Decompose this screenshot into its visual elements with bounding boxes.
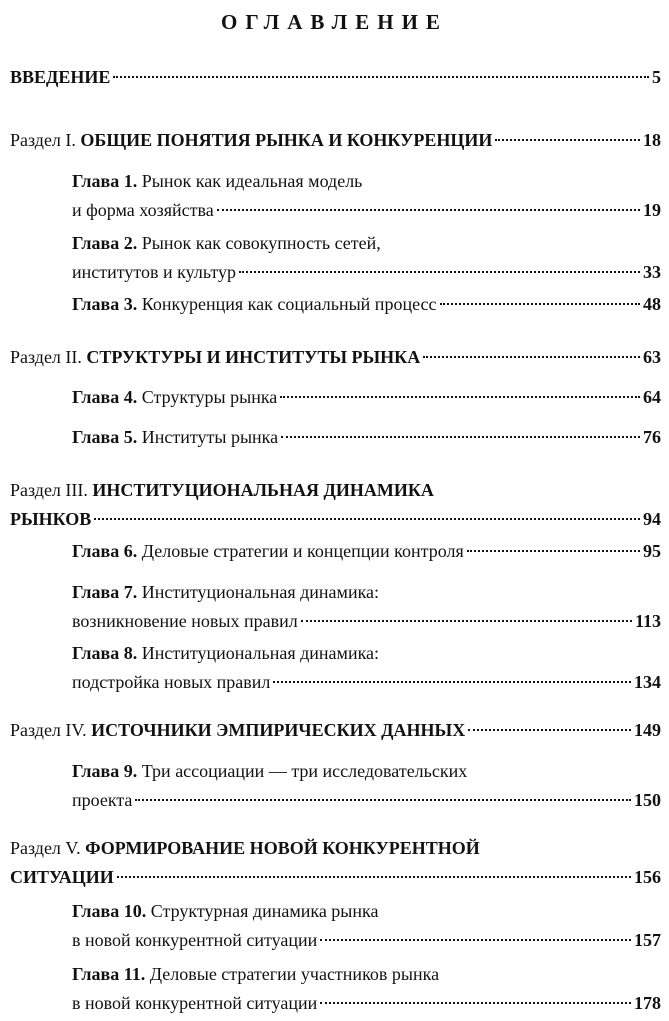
section-prefix: Раздел IV.	[10, 720, 87, 740]
page-number: 63	[643, 347, 661, 367]
dot-leader	[117, 876, 631, 878]
page-number: 76	[643, 427, 661, 447]
section-title: ИНСТИТУЦИОНАЛЬНАЯ ДИНАМИКА	[92, 480, 434, 500]
dot-leader	[468, 729, 631, 731]
dot-leader	[320, 1002, 631, 1004]
toc-chapter-9[interactable]	[72, 757, 661, 815]
page-number: 18	[643, 130, 661, 150]
toc-chapter-4[interactable]	[72, 383, 661, 412]
dot-leader	[113, 76, 649, 78]
page-number: 150	[634, 790, 661, 810]
toc-chapter-10[interactable]	[72, 897, 661, 955]
chapter-label: Глава 6.	[72, 541, 138, 561]
chapter-title-line1: Институциональная динамика:	[141, 582, 380, 602]
chapter-label: Глава 5.	[72, 427, 138, 447]
chapter-label: Глава 7.	[72, 582, 138, 602]
section-title-line2: РЫНКОВ	[10, 509, 92, 529]
page-number: 95	[643, 541, 661, 561]
chapter-label: Глава 1.	[72, 171, 138, 191]
section-title-line2: СИТУАЦИИ	[10, 867, 114, 887]
section-title: ИСТОЧНИКИ ЭМПИРИЧЕСКИХ ДАННЫХ	[91, 720, 466, 740]
dot-leader	[467, 550, 640, 552]
page-number: 48	[643, 294, 661, 314]
toc-chapter-3[interactable]	[72, 290, 661, 319]
dot-leader	[94, 518, 640, 520]
toc-entry-introduction[interactable]	[10, 63, 661, 92]
dot-leader	[217, 209, 640, 211]
dot-leader	[281, 436, 640, 438]
chapter-title-line1: Конкуренция как социальный процесс	[141, 294, 437, 314]
chapter-label: Глава 4.	[72, 387, 138, 407]
section-prefix: Раздел V.	[10, 838, 81, 858]
toc-section-1[interactable]	[10, 126, 661, 155]
chapter-title-line1: Три ассоциации — три исследовательских	[141, 761, 468, 781]
page-number: 156	[634, 867, 661, 887]
section-prefix: Раздел II.	[10, 347, 82, 367]
chapter-title-line1: Рынок как идеальная модель	[141, 171, 363, 191]
toc-section-5[interactable]	[10, 834, 661, 892]
toc-chapter-11[interactable]	[72, 960, 661, 1018]
chapter-title-line2: в новой конкурентной ситуации	[72, 930, 318, 950]
chapter-label: Глава 10.	[72, 901, 147, 921]
section-title: ОБЩИЕ ПОНЯТИЯ РЫНКА И КОНКУРЕНЦИИ	[80, 130, 493, 150]
chapter-label: Глава 9.	[72, 761, 138, 781]
chapter-title-line2: и форма хозяйства	[72, 200, 214, 220]
dot-leader	[301, 620, 632, 622]
chapter-title-line1: Структуры рынка	[141, 387, 278, 407]
dot-leader	[135, 799, 631, 801]
chapter-title-line2: проекта	[72, 790, 133, 810]
chapter-title-line2: подстройка новых правил	[72, 672, 271, 692]
chapter-title-line2: институтов и культур	[72, 262, 236, 282]
page-number: 149	[634, 720, 661, 740]
chapter-title-line1: Структурная динамика рынка	[150, 901, 379, 921]
chapter-title-line2: в новой конкурентной ситуации	[72, 993, 318, 1013]
chapter-title-line1: Рынок как совокупность сетей,	[141, 233, 381, 253]
toc-section-2[interactable]	[10, 343, 661, 372]
toc-section-4[interactable]	[10, 716, 661, 745]
chapter-title-line1: Деловые стратегии участников рынка	[149, 964, 440, 984]
section-title: СТРУКТУРЫ И ИНСТИТУТЫ РЫНКА	[86, 347, 421, 367]
dot-leader	[495, 139, 640, 141]
page-number: 64	[643, 387, 661, 407]
toc-chapter-1[interactable]	[72, 167, 661, 225]
dot-leader	[280, 396, 640, 398]
toc-chapter-6[interactable]	[72, 537, 661, 566]
dot-leader	[239, 271, 640, 273]
toc-section-3[interactable]	[10, 476, 661, 534]
toc-chapter-5[interactable]	[72, 423, 661, 452]
toc-chapter-7[interactable]	[72, 578, 661, 636]
dot-leader	[423, 356, 640, 358]
toc-chapter-8[interactable]	[72, 639, 661, 697]
chapter-title-line2: возникновение новых правил	[72, 611, 298, 631]
page-number: 5	[652, 67, 661, 87]
dot-leader	[273, 681, 631, 683]
chapter-label: Глава 3.	[72, 294, 138, 314]
chapter-label: Глава 2.	[72, 233, 138, 253]
page-number: 113	[634, 611, 661, 631]
page-number: 134	[634, 672, 661, 692]
toc-chapter-2[interactable]	[72, 229, 661, 287]
toc-title: ОГЛАВЛЕНИЕ	[221, 10, 448, 34]
chapter-title-line1: Деловые стратегии и концепции контроля	[141, 541, 464, 561]
page-number: 178	[634, 993, 661, 1013]
page-number: 94	[643, 509, 661, 529]
dot-leader	[320, 939, 631, 941]
page-number: 19	[643, 200, 661, 220]
entry-title: ВВЕДЕНИЕ	[10, 67, 111, 87]
chapter-label: Глава 11.	[72, 964, 146, 984]
chapter-title-line1: Институты рынка	[141, 427, 279, 447]
section-prefix: Раздел III.	[10, 480, 88, 500]
dot-leader	[440, 303, 641, 305]
page-number: 157	[634, 930, 661, 950]
section-title: ФОРМИРОВАНИЕ НОВОЙ КОНКУРЕНТНОЙ	[85, 838, 480, 858]
section-prefix: Раздел I.	[10, 130, 76, 150]
page-number: 33	[643, 262, 661, 282]
chapter-title-line1: Институциональная динамика:	[141, 643, 380, 663]
chapter-label: Глава 8.	[72, 643, 138, 663]
